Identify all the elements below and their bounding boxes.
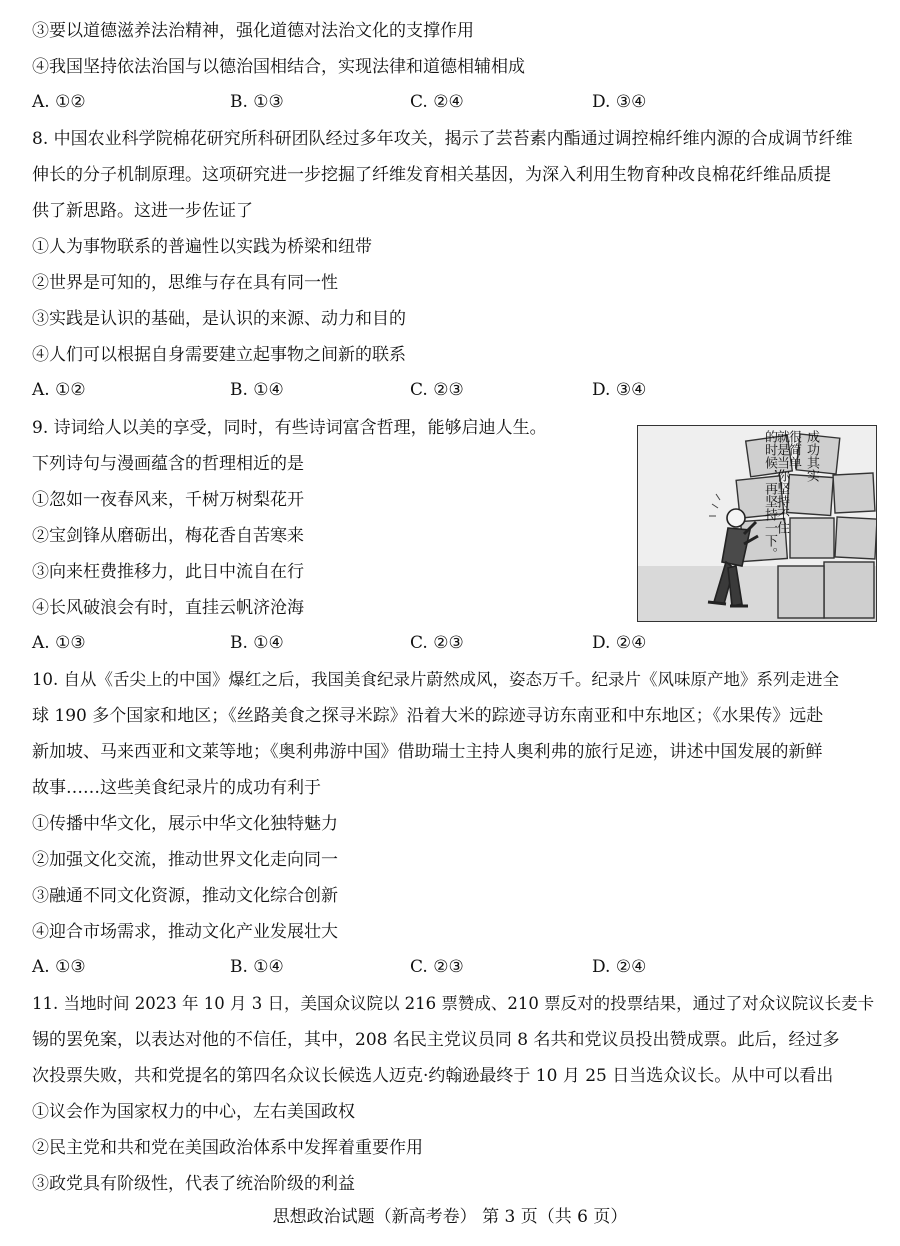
q11-stem-line-1: 11. 当地时间 2023 年 10 月 3 日，美国众议院以 216 票赞成、210 票反对的投票结果，通过了对众议院议长麦卡 — [32, 994, 875, 1013]
q8-option-4: ④人们可以根据自身需要建立起事物之间新的联系 — [32, 345, 406, 365]
q9-option-4: ④长风破浪会有时，直挂云帆济沧海 — [32, 598, 304, 618]
caption-line-3: 就是当你坚持不住 — [774, 430, 789, 534]
q8-stem-line-3: 供了新思路。这进一步佐证了 — [32, 201, 253, 221]
q10-stem-line-3: 新加坡、马来西亚和文莱等地；《奥利弗游中国》借助瑞士主持人奥利弗的旅行足迹，讲述中国发展的新鲜 — [32, 742, 823, 762]
choice-b: B. ①④ — [230, 633, 284, 653]
choice-a: A. ①③ — [32, 633, 86, 653]
q10-option-4: ④迎合市场需求，推动文化产业发展壮大 — [32, 922, 338, 942]
q10-option-3: ③融通不同文化资源，推动文化综合创新 — [32, 886, 338, 906]
choice-d: D. ②④ — [592, 957, 647, 977]
q9-stem-line-1: 9. 诗词给人以美的享受，同时，有些诗词富含哲理，能够启迪人生。 — [32, 418, 547, 438]
q7-choices — [32, 92, 712, 114]
q10-option-1: ①传播中华文化，展示中华文化独特魅力 — [32, 814, 338, 834]
cartoon-caption — [762, 430, 876, 616]
q10-stem-line-4: 故事……这些美食纪录片的成功有利于 — [32, 778, 321, 798]
choice-d: D. ②④ — [592, 633, 647, 653]
choice-c: C. ②③ — [410, 957, 464, 977]
q10-option-2: ②加强文化交流，推动世界文化走向同一 — [32, 850, 338, 870]
q10-choices — [32, 957, 712, 979]
q9-option-3: ③向来枉费推移力，此日中流自在行 — [32, 562, 304, 582]
persistence-cartoon — [637, 425, 877, 622]
q11-stem-line-2: 锡的罢免案，以表达对他的不信任，其中，208 名民主党议员同 8 名共和党议员投出赞成票。此后，经过多 — [32, 1030, 840, 1050]
q9-option-2: ②宝剑锋从磨砺出，梅花香自苦寒来 — [32, 526, 304, 546]
choice-a: A. ①③ — [32, 957, 86, 977]
q8-stem-line-1: 8. 中国农业科学院棉花研究所科研团队经过多年攻关，揭示了芸苔素内酯通过调控棉纤维内源的合成调节纤维 — [32, 129, 853, 149]
choice-b: B. ①④ — [230, 957, 284, 977]
choice-b: B. ①④ — [230, 380, 284, 400]
q11-option-2: ②民主党和共和党在美国政治体系中发挥着重要作用 — [32, 1138, 423, 1158]
q10-stem-line-2: 球 190 多个国家和地区；《丝路美食之探寻米踪》沿着大米的踪迹寻访东南亚和中东地区；《水果传》远赴 — [32, 706, 824, 726]
choice-c: C. ②④ — [410, 92, 464, 112]
q7-option-4: ④我国坚持依法治国与以德治国相结合，实现法律和道德相辅相成 — [32, 57, 525, 77]
q9-choices — [32, 633, 712, 655]
q8-option-2: ②世界是可知的，思维与存在具有同一性 — [32, 273, 338, 293]
choice-a: A. ①② — [32, 92, 86, 112]
choice-c: C. ②③ — [410, 380, 464, 400]
q7-option-3: ③要以道德滋养法治精神，强化道德对法治文化的支撑作用 — [32, 21, 474, 41]
choice-c: C. ②③ — [410, 633, 464, 653]
q9-option-1: ①忽如一夜春风来，千树万树梨花开 — [32, 490, 304, 510]
q8-option-1: ①人为事物联系的普遍性以实践为桥梁和纽带 — [32, 237, 372, 257]
q8-stem-line-2: 伸长的分子机制原理。这项研究进一步挖掘了纤维发育相关基因，为深入利用生物育种改良棉花纤维品质提 — [32, 165, 831, 185]
page-footer: 思想政治试题（新高考卷） 第 3 页（共 6 页） — [272, 1207, 628, 1227]
q8-option-3: ③实践是认识的基础，是认识的来源、动力和目的 — [32, 309, 406, 329]
q11-option-1: ①议会作为国家权力的中心，左右美国政权 — [32, 1102, 355, 1122]
q10-stem-line-1: 10. 自从《舌尖上的中国》爆红之后，我国美食纪录片蔚然成风，姿态万千。纪录片《风味原产地》系列走进全 — [32, 670, 839, 689]
choice-a: A. ①② — [32, 380, 86, 400]
q11-option-3: ③政党具有阶级性，代表了统治阶级的利益 — [32, 1174, 355, 1194]
q9-stem-line-2: 下列诗句与漫画蕴含的哲理相近的是 — [32, 454, 304, 474]
choice-b: B. ①③ — [230, 92, 284, 112]
q11-stem-line-3: 次投票失败，共和党提名的第四名众议长候选人迈克·约翰逊最终于 10 月 25 日当选众议长。从中可以看出 — [32, 1066, 834, 1086]
choice-d: D. ③④ — [592, 380, 647, 400]
caption-line-2: 很简单 — [786, 430, 801, 469]
choice-d: D. ③④ — [592, 92, 647, 112]
caption-line-1: 成功其实 — [804, 430, 819, 482]
caption-line-4: 的时候，再坚持一下。 — [762, 430, 777, 560]
q8-choices — [32, 380, 712, 402]
